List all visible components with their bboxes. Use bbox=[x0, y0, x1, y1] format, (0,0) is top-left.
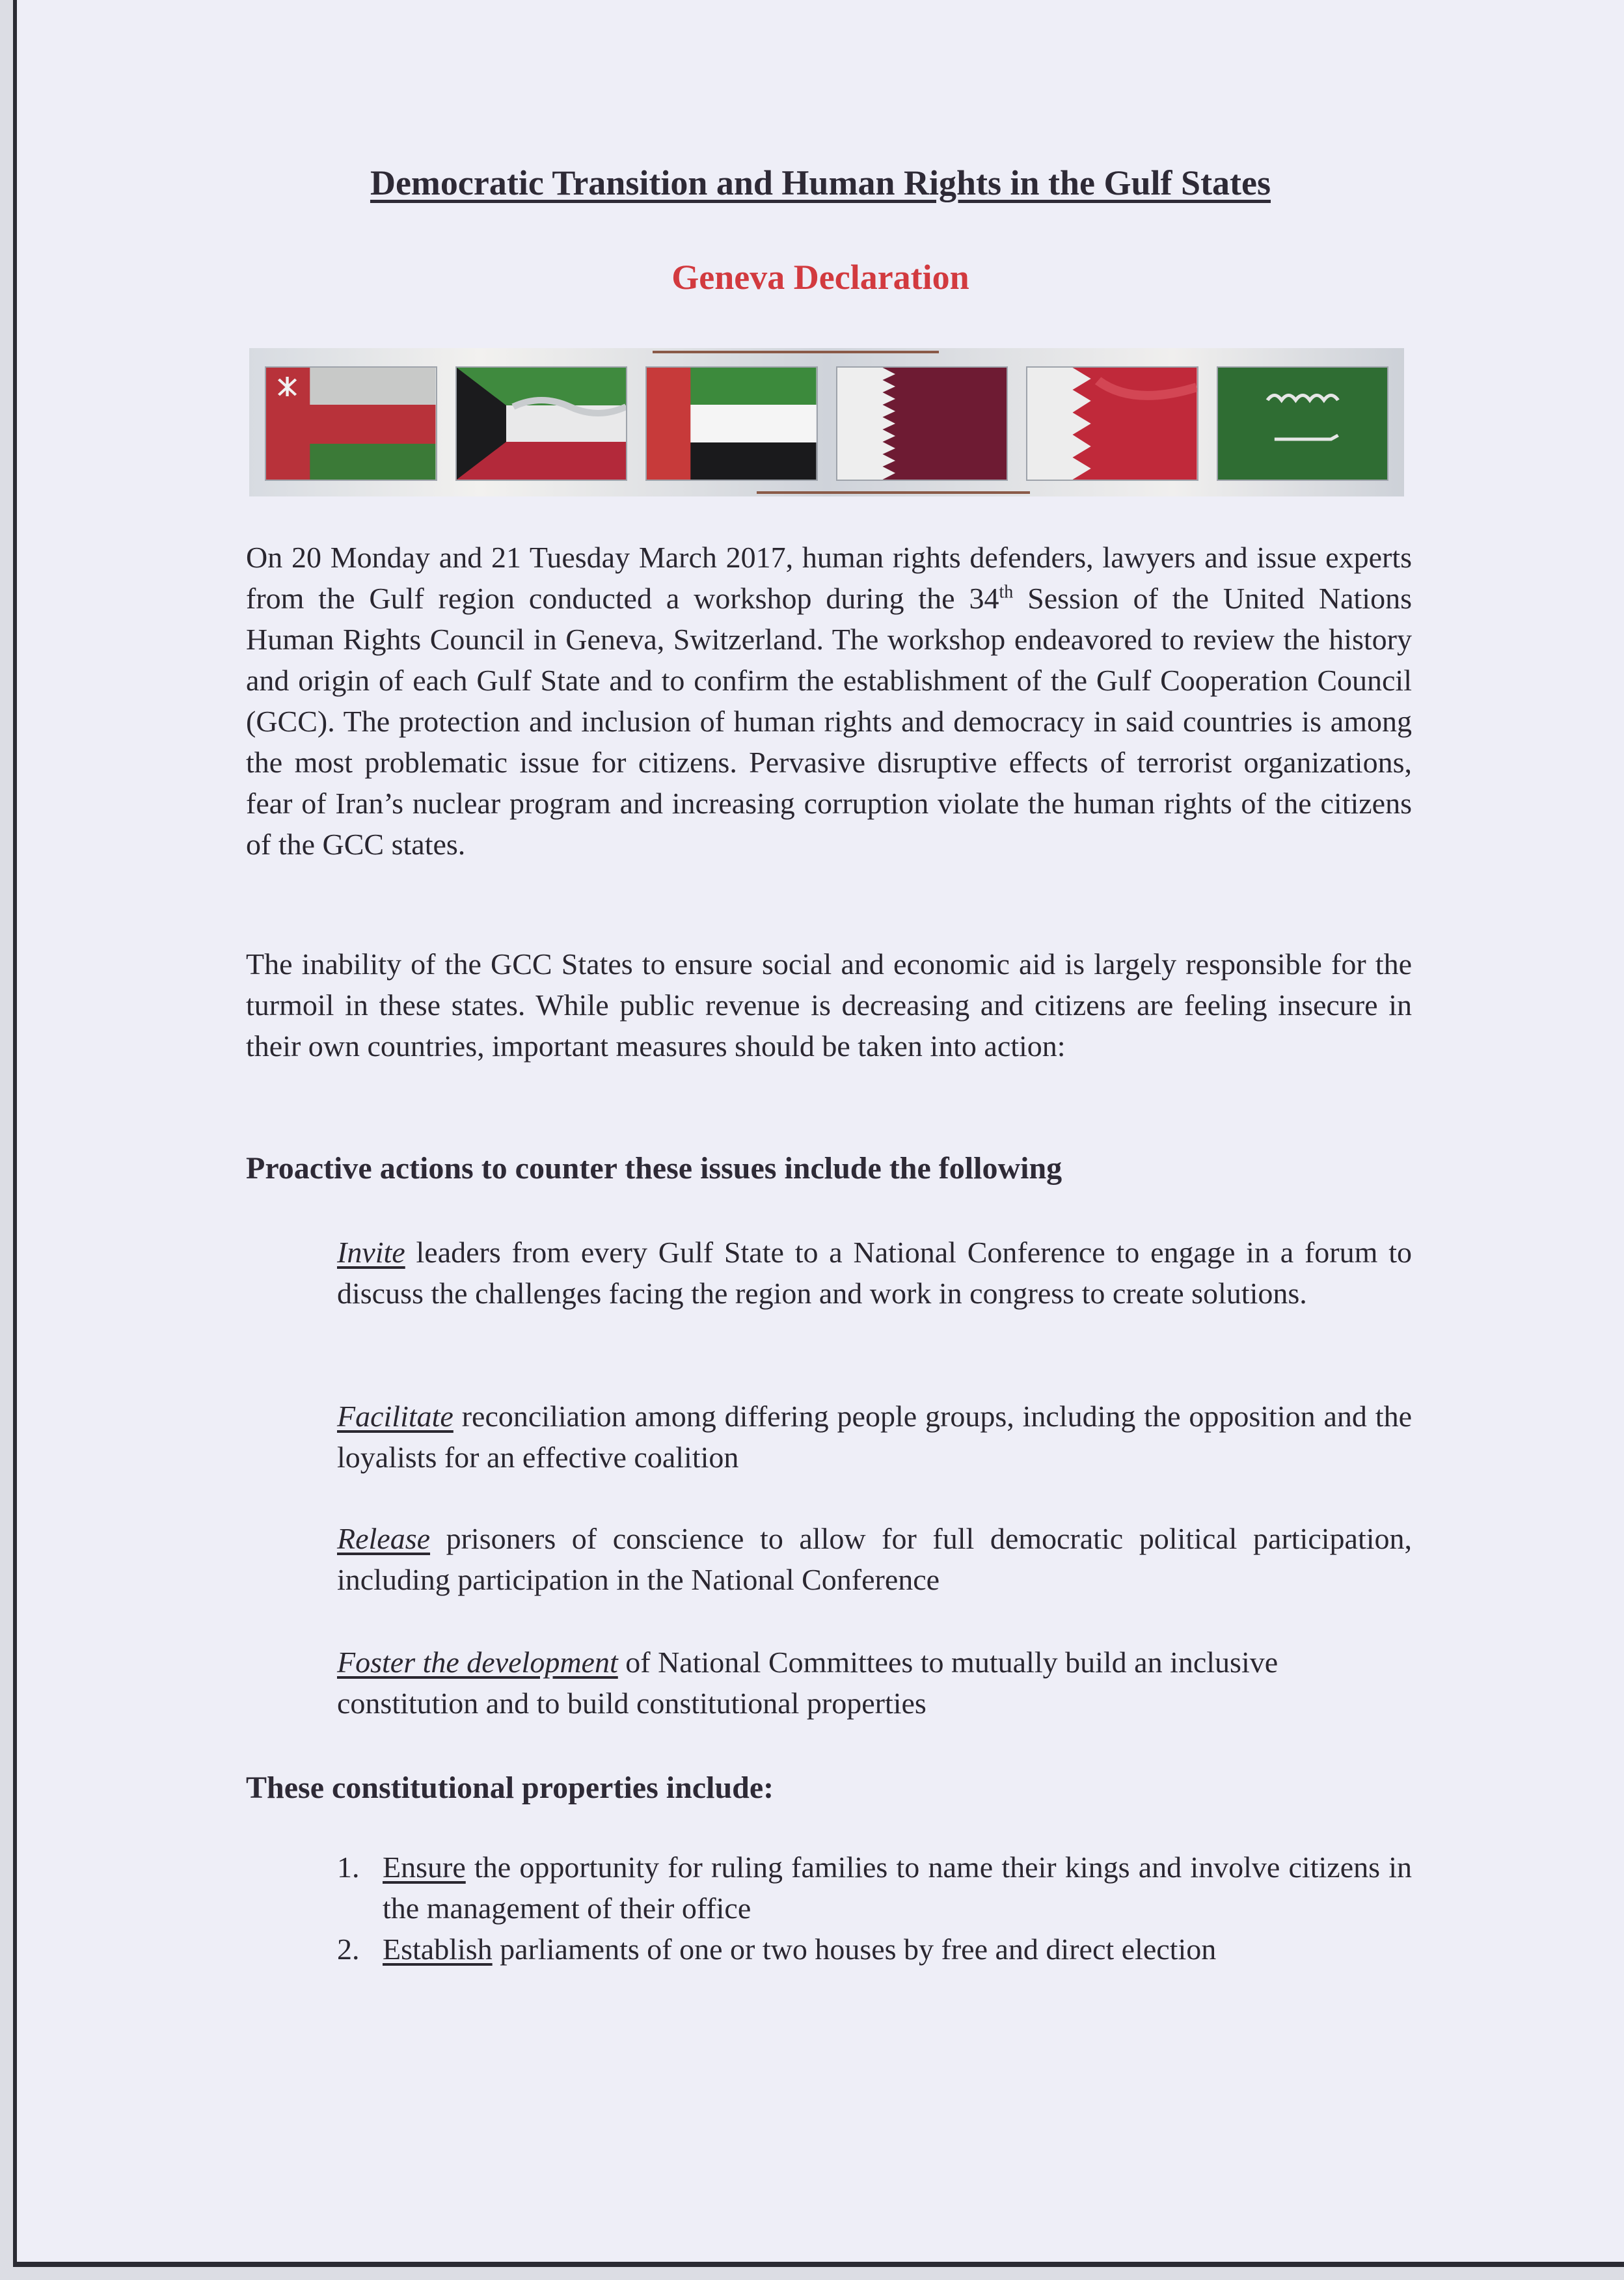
qatar-flag-icon bbox=[836, 366, 1008, 481]
document-page bbox=[13, 0, 1624, 2267]
intro-paragraph-1 bbox=[246, 537, 1412, 865]
oman-flag-icon bbox=[265, 366, 437, 481]
intro-paragraph-2: The inability of the GCC States to ensure social and economic aid is largely responsible for the turmoil in these states. While public revenue is decreasing and citizens are feeling insecure in their own countries, important measures should be taken into action: bbox=[246, 947, 1412, 1063]
gcc-flag-banner bbox=[249, 348, 1404, 496]
property-text: parliaments of one or two houses by free and direct election bbox=[492, 1933, 1217, 1966]
kuwait-flag-icon bbox=[455, 366, 628, 481]
document-title: Democratic Transition and Human Rights in the Gulf States bbox=[370, 163, 1271, 202]
list-number: 1. bbox=[337, 1851, 360, 1884]
action-text: reconciliation among differing people groups, including the opposition and the loyalists for an effective coalition bbox=[337, 1400, 1412, 1474]
uae-flag-icon bbox=[645, 366, 818, 481]
ordinal-suffix: th bbox=[999, 582, 1014, 603]
action-verb: Foster the development bbox=[337, 1646, 618, 1679]
banner-rule-top bbox=[653, 351, 939, 353]
property-verb: Ensure bbox=[383, 1851, 466, 1884]
action-verb: Invite bbox=[337, 1236, 405, 1269]
property-item-2 bbox=[337, 1929, 1412, 1970]
banner-rule-bottom bbox=[757, 491, 1030, 494]
saudi-flag-icon bbox=[1217, 366, 1389, 481]
action-item-facilitate bbox=[337, 1396, 1412, 1478]
bahrain-flag-icon bbox=[1026, 366, 1198, 481]
action-verb: Facilitate bbox=[337, 1400, 453, 1433]
property-text: the opportunity for ruling families to name their kings and involve citizens in the management of their office bbox=[383, 1851, 1412, 1925]
action-verb: Release bbox=[337, 1522, 431, 1555]
actions-heading: Proactive actions to counter these issues include the following bbox=[246, 1151, 1062, 1186]
properties-heading: These constitutional properties include: bbox=[246, 1771, 774, 1805]
list-number: 2. bbox=[337, 1933, 360, 1966]
property-item-1 bbox=[337, 1847, 1412, 1929]
action-text: prisoners of conscience to allow for full democratic political participation, including participation in the National Conference bbox=[337, 1522, 1412, 1596]
action-text: leaders from every Gulf State to a National Conference to engage in a forum to discuss the challenges facing the region and work in congress to create solutions. bbox=[337, 1236, 1412, 1310]
action-item-foster bbox=[337, 1642, 1412, 1724]
intro-p1-part-a: On 20 Monday and 21 Tuesday March 2017, human rights defenders, lawyers and issue experts from the Gulf region conducted a workshop during the 34 bbox=[246, 541, 1412, 615]
action-item-release bbox=[337, 1518, 1412, 1600]
action-text: of National Committees to mutually build an inclusive constitution and to build constitutional properties bbox=[337, 1646, 1279, 1720]
intro-p1-part-b: Session of the United Nations Human Rights Council in Geneva, Switzerland. The workshop endeavored to review the history and origin of each Gulf State and to confirm the establishment of the Gulf Cooperation Council (GCC). The protection and inclusion of human rights and democracy in said countries is among the most problematic issue for citizens. Pervasive disruptive effects of terrorist organizations, fear of Iran’s nuclear program and increasing corruption violate the human rights of the citizens of the GCC states. bbox=[246, 582, 1412, 861]
document-subtitle: Geneva Declaration bbox=[671, 258, 969, 297]
property-verb: Establish bbox=[383, 1933, 493, 1966]
action-item-invite bbox=[337, 1232, 1412, 1314]
